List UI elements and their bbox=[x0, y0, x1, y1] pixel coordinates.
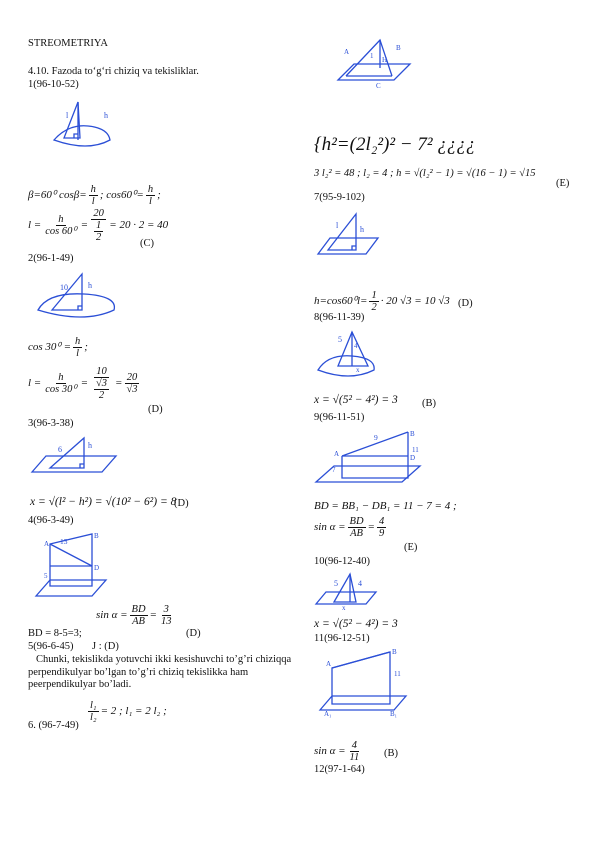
fig-r5-label-x: x bbox=[342, 604, 346, 612]
fig3-label-h: h bbox=[88, 441, 92, 450]
p1-f2-eq: = bbox=[80, 219, 89, 232]
p1-f2-num: h bbox=[58, 214, 64, 225]
p2-f2-den2-top: √3 bbox=[96, 378, 108, 389]
problem-10-code: 10(96-12-40) bbox=[314, 556, 370, 567]
fig4-label-d: D bbox=[94, 564, 100, 572]
fig-r1-label-1: 1 bbox=[370, 52, 374, 60]
p9-fraction bbox=[348, 516, 366, 539]
fig-r4-label-7: 7 bbox=[332, 466, 336, 474]
section-title: 4.10. Fazoda to‘g‘ri chiziq va tekisliklar. bbox=[28, 66, 199, 77]
p2-f1-den: l bbox=[76, 348, 80, 359]
fig1-label-l: l bbox=[66, 111, 69, 120]
p2-f1-num: h bbox=[75, 336, 81, 347]
p1-f1-fraction-2 bbox=[146, 184, 155, 207]
fig-r6-label-11: 11 bbox=[394, 670, 401, 678]
p7-den: 2 bbox=[371, 302, 377, 313]
fig-r1-label-c: C bbox=[376, 82, 381, 90]
figure-r5-sketch bbox=[314, 568, 378, 614]
p2-f2-fraction bbox=[43, 372, 78, 395]
problem-4-answer: (D) bbox=[186, 628, 201, 639]
p2-f1-part-a: cos 30⁰ = bbox=[28, 341, 71, 354]
fig-r6-label-b1: B₁ bbox=[390, 710, 398, 718]
problem-12-code: 12(97-1-64) bbox=[314, 764, 365, 775]
p1-f2-fraction bbox=[43, 214, 78, 237]
figure-r3-sketch bbox=[316, 326, 382, 382]
p4-den: AB bbox=[132, 616, 145, 627]
fig-r3-label-x: x bbox=[356, 366, 360, 374]
fig-r5-label-4: 4 bbox=[358, 579, 362, 588]
p11-fraction bbox=[348, 740, 362, 763]
p4-num2: 3 bbox=[163, 604, 169, 615]
p1-f2-fraction-2 bbox=[90, 208, 107, 243]
problem-11-answer: (B) bbox=[384, 748, 398, 759]
figure-r4-sketch bbox=[312, 426, 424, 494]
p1-f1-part-c: ; bbox=[157, 189, 161, 202]
p11-den: 11 bbox=[349, 752, 360, 763]
fig-r4-label-b: B bbox=[410, 430, 415, 438]
problem-7-code: 7(95-9-102) bbox=[314, 192, 365, 203]
p6-num: l₁ bbox=[90, 700, 97, 711]
p1-f1-part-b: ; cos60⁰= bbox=[99, 189, 144, 202]
page-header: STREOMETRIYA bbox=[28, 38, 108, 49]
figure-2-sketch bbox=[34, 270, 124, 326]
p2-f2-fraction-3 bbox=[124, 372, 139, 395]
p2-f2-den2 bbox=[90, 378, 113, 401]
p4-num: BD bbox=[131, 604, 146, 615]
p1-f2-den2-num: 1 bbox=[96, 220, 102, 231]
p6-fraction bbox=[88, 700, 99, 723]
figure-r2-sketch bbox=[316, 210, 380, 266]
fig4-label-5: 5 bbox=[44, 572, 48, 580]
problem-9-formula bbox=[314, 516, 388, 539]
big-formula: {h²=(2l₂²)² − 7² ¿¿¿¿ bbox=[314, 134, 476, 155]
fig2-label-h: h bbox=[88, 281, 92, 290]
p7-num: 1 bbox=[371, 290, 377, 301]
p2-f2-den: cos 30⁰ bbox=[45, 384, 77, 395]
problem-2-formula-2 bbox=[28, 366, 141, 401]
p9-fraction-2 bbox=[377, 516, 386, 539]
problem-4-bd: BD = 8-5=3; bbox=[28, 628, 82, 639]
fig-r2-label-l: l bbox=[336, 221, 339, 230]
p4-fraction bbox=[130, 604, 148, 627]
problem-2-answer: (D) bbox=[148, 404, 163, 415]
problem-2-formula-1 bbox=[28, 336, 88, 359]
problem-4-code: 4(96-3-49) bbox=[28, 515, 74, 526]
p9-den: AB bbox=[350, 528, 363, 539]
figure-1-sketch bbox=[48, 96, 118, 156]
p6-den: l₂ bbox=[90, 712, 97, 723]
fig3-label-6: 6 bbox=[58, 445, 62, 454]
problem-11-formula bbox=[314, 740, 363, 763]
problem-8-answer: (B) bbox=[422, 398, 436, 409]
p1-f2-den2 bbox=[90, 220, 107, 243]
problem-6-solution-line: 3 l₂² = 48 ; l₂ = 4 ; h = √(l₂² − 1) = √(16 − 1) = √15 bbox=[314, 168, 536, 179]
p2-f2-eq: = bbox=[80, 377, 89, 390]
p2-f2-num3: 20 bbox=[126, 372, 138, 383]
figure-r6-sketch bbox=[318, 646, 408, 722]
p1-f2-result: = 20 · 2 = 40 bbox=[109, 219, 169, 232]
fig-r1-label-b: B bbox=[396, 44, 401, 52]
p4-sin: sin α = bbox=[96, 609, 128, 622]
problem-1-answer: (C) bbox=[140, 238, 154, 249]
fig1-label-h: h bbox=[104, 111, 108, 120]
figure-4-sketch bbox=[30, 530, 110, 606]
fig-r1-label-h: H bbox=[382, 56, 388, 64]
p4-eq: = bbox=[149, 609, 157, 622]
problem-5-explanation: Chunki, tekislikda yotuvchi ikki kesishuvchi to’g’ri chiziqqa perpendikulyar bo’lgan to’g’ri chiziq tekislikka ham peerpendikulyar bo’ladi. bbox=[28, 654, 292, 690]
problem-9-code: 9(96-11-51) bbox=[314, 412, 365, 423]
p7-part-b: · 20 √3 = 10 √3 bbox=[380, 295, 450, 308]
fig4-label-13: 13 bbox=[60, 537, 68, 546]
fig-r3-label-4: 4 bbox=[354, 342, 358, 350]
p1-f1-num: h bbox=[90, 184, 96, 195]
p9-eq: = bbox=[367, 521, 375, 534]
problem-5-code: 5(96-6-45) bbox=[28, 641, 74, 652]
p1-f1-part-a: β=60⁰ cosβ= bbox=[28, 189, 87, 202]
fig-r4-label-9: 9 bbox=[374, 433, 378, 442]
figure-3-sketch bbox=[30, 434, 120, 480]
problem-1-formula-1 bbox=[28, 184, 161, 207]
p7-part-a: h=cos60⁰l= bbox=[314, 295, 368, 308]
p1-f2-num2: 20 bbox=[93, 208, 104, 219]
p1-f1-den: l bbox=[91, 196, 95, 207]
fig-r6-label-a: A bbox=[326, 660, 332, 668]
p2-f2-den3: √3 bbox=[126, 384, 138, 395]
fig-r4-label-11: 11 bbox=[412, 446, 419, 454]
problem-7-answer: (D) bbox=[458, 298, 473, 309]
problem-8-code: 8(96-11-39) bbox=[314, 312, 365, 323]
p1-f2-den2-den: 2 bbox=[96, 232, 102, 243]
p2-f2-num2: 10 bbox=[96, 366, 107, 377]
problem-6-formula bbox=[86, 700, 167, 723]
p4-fraction-2 bbox=[159, 604, 174, 627]
problem-2-code: 2(96-1-49) bbox=[28, 253, 74, 264]
problem-9-bd: BD = BB₁ − DB₁ = 11 − 7 = 4 ; bbox=[314, 500, 457, 512]
fig4-label-b: B bbox=[94, 532, 99, 540]
problem-3-answer: (D) bbox=[174, 498, 189, 509]
fig-r6-label-b: B bbox=[392, 648, 397, 656]
p11-num: 4 bbox=[351, 740, 358, 751]
fig-r2-label-h: h bbox=[360, 225, 364, 234]
p7-fraction bbox=[369, 290, 378, 313]
problem-1-code: 1(96-10-52) bbox=[28, 79, 79, 90]
p1-f1-fraction bbox=[89, 184, 98, 207]
fig-r1-label-a: A bbox=[344, 48, 350, 56]
p2-f2-eq2: = bbox=[115, 377, 123, 390]
p4-den2: 13 bbox=[160, 616, 172, 627]
fig-r6-label-a1: A₁ bbox=[324, 710, 332, 718]
p9-num2: 4 bbox=[378, 516, 385, 527]
problem-3-code: 3(96-3-38) bbox=[28, 418, 74, 429]
p9-den2: 9 bbox=[378, 528, 385, 539]
p2-f1-part-b: ; bbox=[84, 341, 88, 354]
problem-8-formula: x = √(5² − 4²) = 3 bbox=[314, 394, 398, 406]
problem-11-code: 11(96-12-51) bbox=[314, 633, 370, 644]
p9-sin: sin α = bbox=[314, 521, 346, 534]
problem-6-code: 6. (96-7-49) bbox=[28, 720, 79, 731]
fig-r4-label-d: D bbox=[410, 454, 416, 462]
p2-f2-den2-bot: 2 bbox=[98, 390, 105, 401]
p6-rest: = 2 ; l₁ = 2 l₂ ; bbox=[100, 705, 167, 718]
p9-num: BD bbox=[349, 516, 364, 527]
p2-f2-fraction-2 bbox=[90, 366, 113, 401]
figure-r1-sketch bbox=[334, 34, 414, 94]
fig2-label-10: 10 bbox=[60, 283, 68, 292]
fig4-label-a: A bbox=[44, 540, 50, 548]
problem-7-formula bbox=[314, 290, 450, 313]
problem-5-answer: J : (D) bbox=[92, 641, 119, 652]
p2-f1-fraction bbox=[73, 336, 82, 359]
problem-9-answer: (E) bbox=[404, 542, 418, 553]
p1-f2-l: l = bbox=[28, 219, 42, 232]
p1-f1-den2: l bbox=[148, 196, 152, 207]
p2-f2-num: h bbox=[58, 372, 64, 383]
p1-f1-num2: h bbox=[147, 184, 154, 195]
p2-f2-l: l = bbox=[28, 377, 42, 390]
problem-6-answer: (E) bbox=[556, 178, 570, 189]
p1-f2-den: cos 60⁰ bbox=[45, 226, 77, 237]
fig-r5-label-5: 5 bbox=[334, 579, 338, 588]
problem-10-formula: x = √(5² − 4²) = 3 bbox=[314, 618, 398, 630]
problem-4-formula bbox=[96, 604, 175, 627]
p11-sin: sin α = bbox=[314, 745, 346, 758]
problem-3-formula: x = √(l² − h²) = √(10² − 6²) = 8 bbox=[30, 496, 177, 508]
fig-r4-label-a: A bbox=[334, 450, 340, 458]
fig-r3-label-5: 5 bbox=[338, 335, 342, 344]
